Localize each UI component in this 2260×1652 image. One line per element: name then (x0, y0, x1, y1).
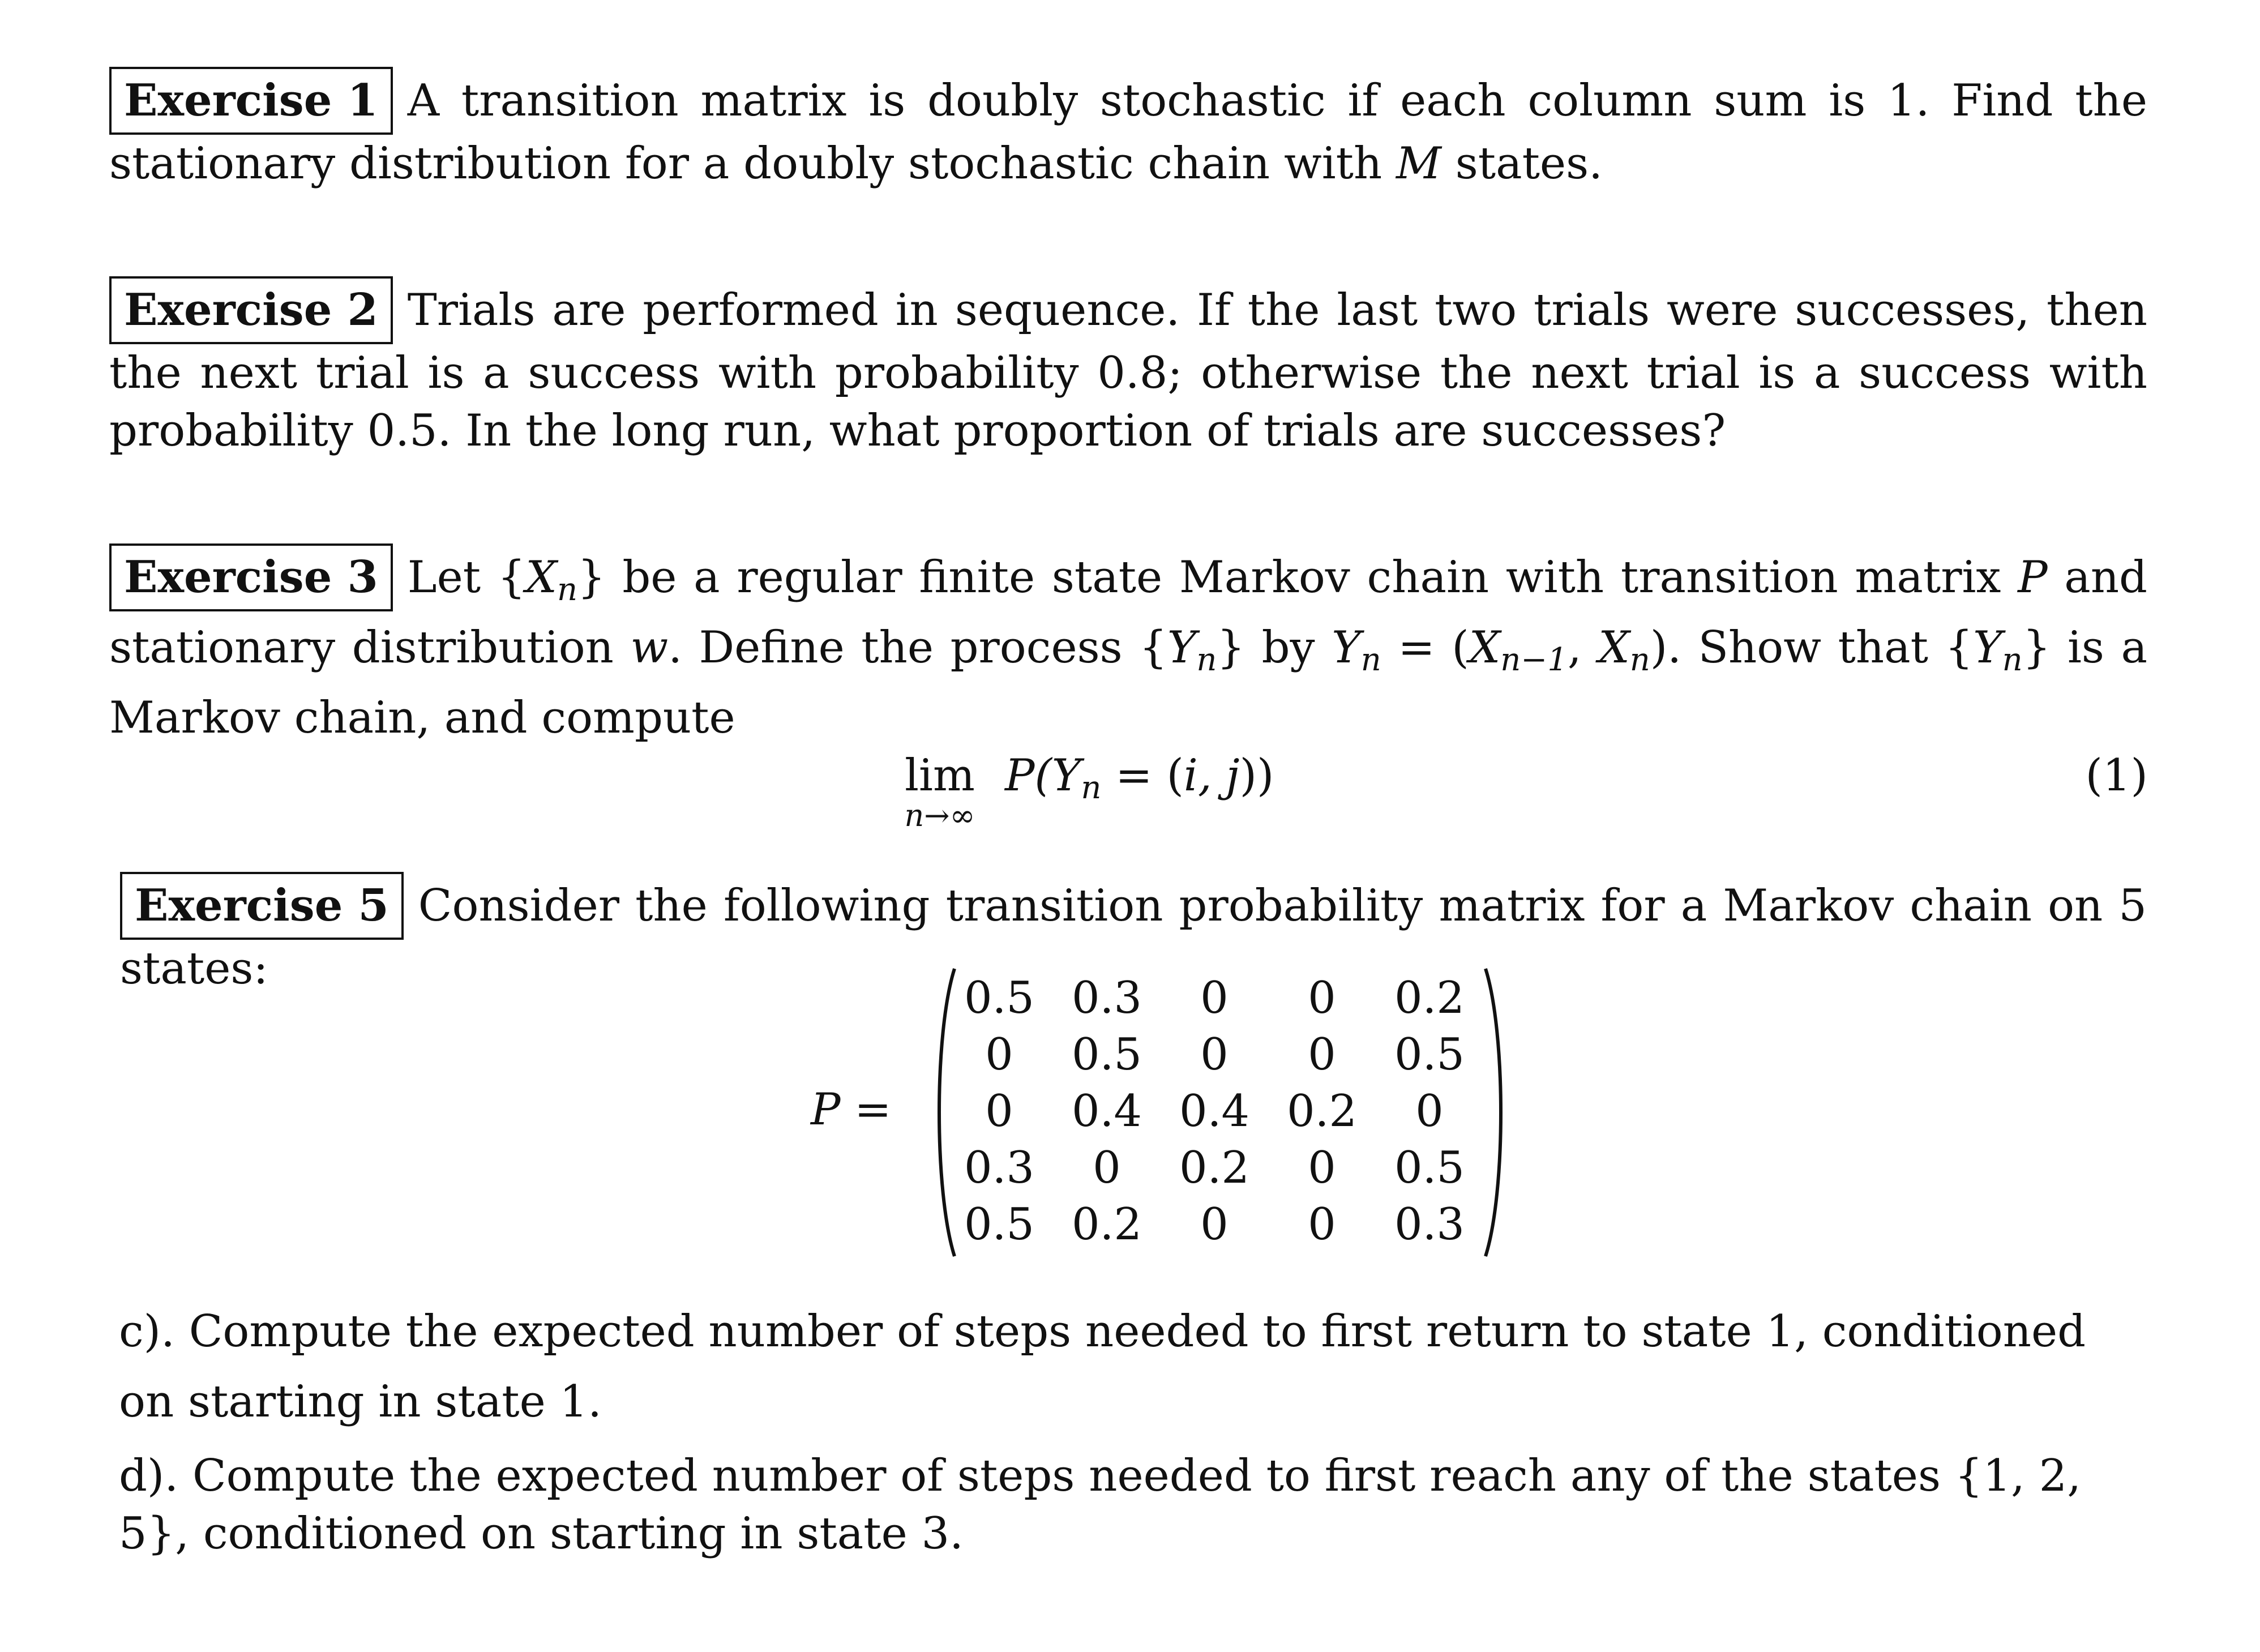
matrix-cell: 0.2 (1179, 1142, 1250, 1193)
part-c: c). Compute the expected number of steps needed to first return to state 1, conditioned on starting in state 1. (119, 1306, 2086, 1427)
ex3-text-5: } by (1217, 622, 1332, 673)
ex3-text-7: , (1567, 622, 1599, 673)
var-X: X (1469, 622, 1501, 673)
matrix-cell: 0 (1415, 1086, 1444, 1137)
matrix-cell: 0.2 (1286, 1086, 1358, 1137)
ex3-text-3: and stationary distribution (109, 552, 2147, 673)
matrix-cell: 0.4 (1071, 1086, 1142, 1137)
equation-number: (1) (2085, 750, 2148, 801)
exercise-2-label: Exercise 2 (109, 276, 393, 344)
var-Y: Y (1332, 622, 1361, 673)
part-d: d). Compute the expected number of steps needed to first reach any of the states {1, 2, 5}, conditioned on starting in state 3. (119, 1450, 2082, 1559)
matrix-cell: 0 (1308, 1199, 1336, 1250)
var-Y: Y (1167, 622, 1197, 673)
rhs-close: )) (1239, 750, 1274, 801)
matrix-cell: 0 (1308, 973, 1336, 1024)
lim-word: lim (905, 750, 975, 801)
rhs-ij: i, j (1183, 750, 1240, 801)
matrix-cell: 0 (1200, 1029, 1229, 1080)
exercise-5-text: Consider the following transition probability matrix for a Markov chain on 5 states: (120, 880, 2147, 994)
matrix-cell: 0.3 (1071, 973, 1142, 1024)
lim-subscript: n→∞ (904, 798, 975, 833)
var-Y: Y (1051, 750, 1081, 801)
matrix-cell: 0.5 (1394, 1029, 1465, 1080)
matrix-cell: 0.5 (964, 1199, 1035, 1250)
matrix-lhs (811, 1084, 892, 1135)
sub-n: n (1081, 769, 1102, 806)
var-w: w (630, 622, 669, 673)
exercise-5-label: Exercise 5 (120, 872, 404, 940)
matrix-cell: 0.2 (1071, 1199, 1142, 1250)
matrix-cell: 0 (1200, 973, 1229, 1024)
matrix-cell: 0.2 (1394, 973, 1465, 1024)
matrix-cell: 0 (1308, 1142, 1336, 1193)
matrix-cell: 0 (985, 1029, 1013, 1080)
rhs-equals: = ( (1101, 750, 1184, 801)
var-Y: Y (1973, 622, 2002, 673)
limit-operator (883, 752, 996, 832)
ex3-text-6: = ( (1381, 622, 1469, 673)
matrix-cell: 0 (1308, 1029, 1336, 1080)
right-paren-icon (1483, 965, 1512, 1260)
exercise-3 (109, 543, 2147, 747)
ex3-text-2: } be a regular finite state Markov chain with transition matrix (577, 552, 2018, 603)
exercise-3-label: Exercise 3 (109, 543, 393, 611)
var-P: P (2018, 552, 2048, 603)
sub-n-minus-1: n−1 (1500, 641, 1568, 678)
matrix-grid (945, 970, 1483, 1253)
matrix-cell: 0.5 (1071, 1029, 1142, 1080)
sub-n: n (1196, 641, 1217, 678)
matrix-cell: 0 (1200, 1199, 1229, 1250)
var-X: X (525, 552, 557, 603)
ex3-text-9: } is a Markov chain, and compute (109, 622, 2147, 743)
rhs-P: P( (1005, 750, 1052, 801)
exercise-1 (109, 67, 2147, 192)
matrix-cell: 0.3 (964, 1142, 1035, 1193)
sub-n: n (2002, 641, 2023, 678)
var-M: M (1396, 138, 1441, 189)
matrix-cell: 0 (985, 1086, 1013, 1137)
sub-n: n (557, 571, 578, 608)
var-X: X (1598, 622, 1630, 673)
ex3-text-8: ). Show that { (1650, 622, 1974, 673)
exercise-2 (109, 276, 2147, 460)
sub-n: n (1360, 641, 1381, 678)
matrix-cell: 0.4 (1179, 1086, 1250, 1137)
equation-1 (0, 752, 2260, 842)
matrix-cell: 0.5 (964, 973, 1035, 1024)
exercise-1-text-a: A transition matrix is doubly stochastic if each column sum is 1. Find the stationary distribution for a doubly stochastic chain with (109, 75, 2147, 189)
matrix-cell: 0 (1093, 1142, 1121, 1193)
matrix-lhs-text: P = (811, 1084, 892, 1135)
equation-rhs (1005, 752, 1274, 812)
matrix-cell: 0.3 (1394, 1199, 1465, 1250)
exercise-1-label: Exercise 1 (109, 67, 393, 135)
exercise-2-text: Trials are performed in sequence. If the last two trials were successes, then the next trial is a success with probability 0.8; otherwise the next trial is a success with probability 0.5. In the long run, what proportion of trials are successes? (109, 285, 2147, 456)
sub-n: n (1629, 641, 1650, 678)
ex3-text-4: . Define the process { (668, 622, 1167, 673)
exercise-1-text-b: states. (1441, 138, 1603, 189)
ex3-text-1: Let { (407, 552, 526, 603)
matrix-cell: 0.5 (1394, 1142, 1465, 1193)
transition-matrix (804, 965, 1517, 1260)
